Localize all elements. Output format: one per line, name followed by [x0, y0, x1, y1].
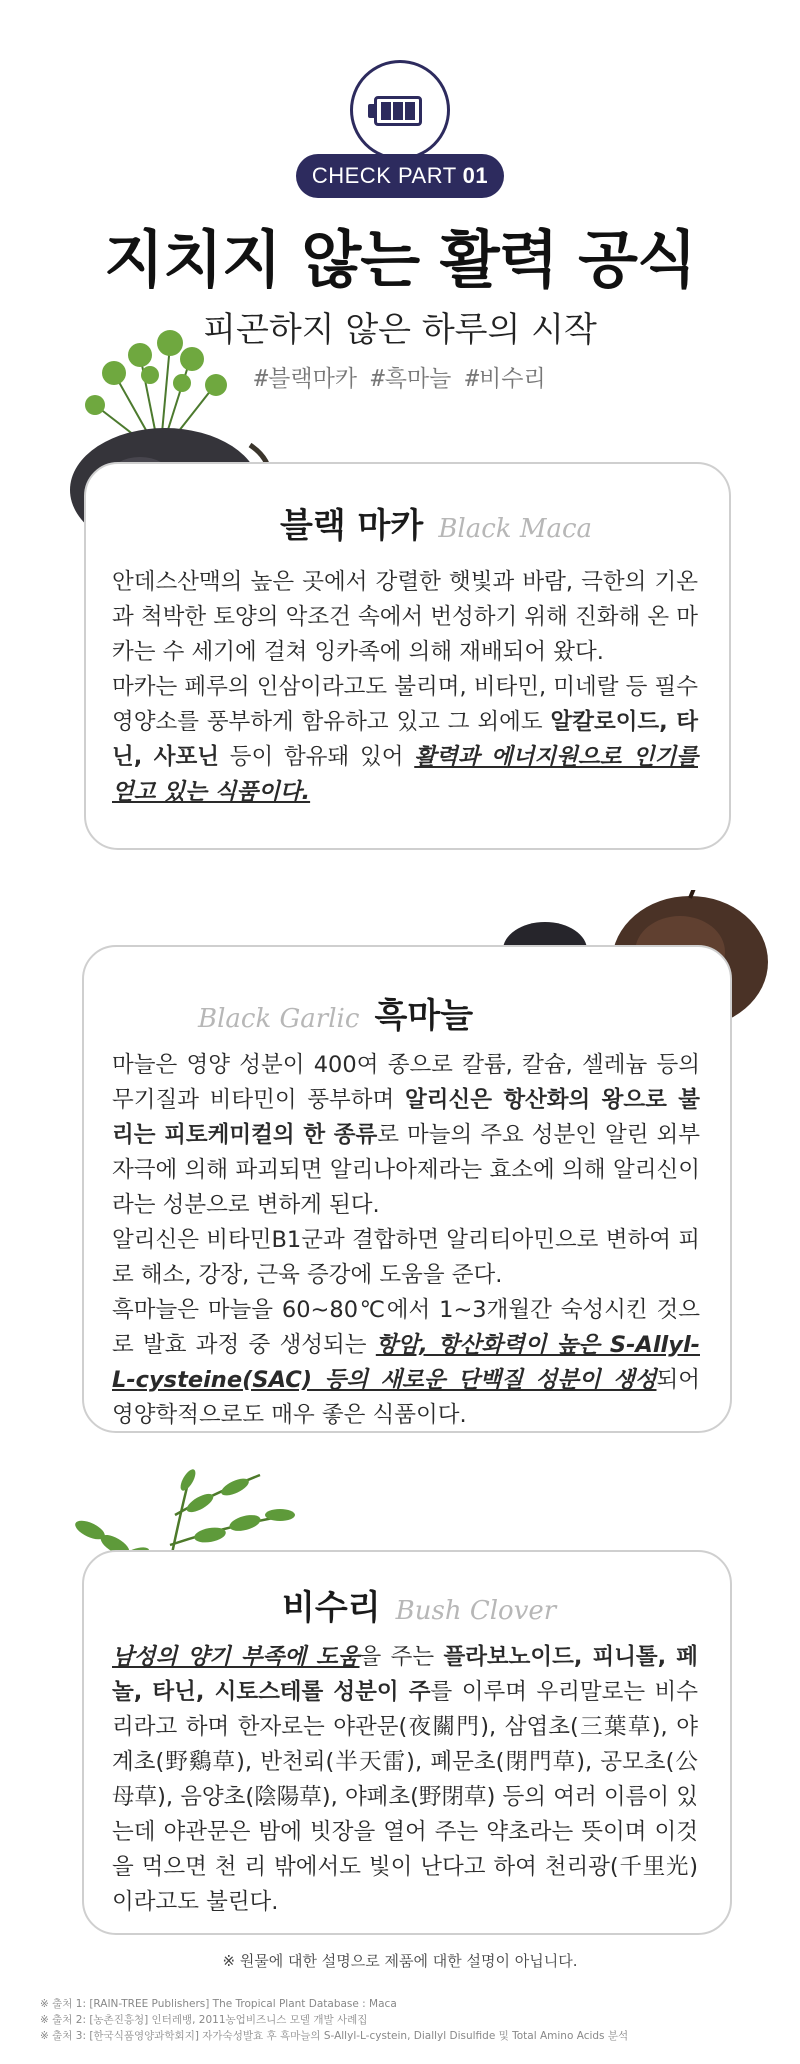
check-part-badge — [296, 154, 504, 198]
bushclover-text: 를 이루며 우리말로는 비수리라고 하며 한자로는 야관문(夜關門), 삼엽초(三葉草), 야계초(野鷄草), 반천뢰(半天雷), 폐문초(閉門草), 공모초(公母草), 음양초(陰陽草), 야폐초(野閉草) 등의 여러 이름이 있는데 야관문은 밤에 빗장을 열어 주는 약초라는 뜻이며 이것을 먹으면 천 리 밖에서도 빛이 난다고 하여 천리광(千里光)이라고도 불린다. — [112, 1679, 699, 1915]
garlic-text: 마늘은 영양 성분이 400여 종으로 칼륨, 칼슘, 셀레늄 등의 무기질과 비타민이 풍부하며 — [112, 1052, 700, 1113]
bushclover-body — [112, 1640, 698, 1920]
garlic-paragraph-1 — [112, 1048, 700, 1223]
bushclover-bold-text: 플라보노이드, 피니톨, 페놀, 타닌, 시토스테롤 성분이 주 — [112, 1644, 698, 1705]
garlic-title-kr: 흑마늘 — [374, 996, 474, 1036]
check-part-label: CHECK PART — [311, 163, 457, 188]
bushclover-title-en: Bush Clover — [395, 1596, 557, 1626]
garlic-underlined-text: 항암, 항산화력이 높은 S-Allyl-L-cysteine(SAC) 등의 새로운 단백질 성분이 생성 — [112, 1332, 700, 1393]
maca-heading — [280, 498, 592, 547]
garlic-paragraph-3 — [112, 1293, 700, 1433]
garlic-text: 되어 영양학적으로도 매우 좋은 식품이다. — [112, 1367, 700, 1428]
battery-icon — [374, 96, 422, 126]
bushclover-heading — [282, 1580, 556, 1629]
garlic-text: 로 마늘의 주요 성분인 알린 외부 자극에 의해 파괴되면 알리나아제라는 효소에 의해 알리신이라는 성분으로 변하게 된다. — [112, 1122, 700, 1218]
disclaimer-note: ※ 원물에 대한 설명으로 제품에 대한 설명이 아닙니다. — [222, 1952, 578, 1970]
reference-1: ※ 출처 1: [RAIN-TREE Publishers] The Tropical Plant Database : Maca — [40, 1998, 397, 2010]
references — [40, 1996, 628, 2044]
garlic-body — [112, 1048, 700, 1433]
maca-title-en: Black Maca — [438, 514, 593, 544]
page-subtitle: 피곤하지 않은 하루의 시작 — [203, 310, 597, 350]
bushclover-title-kr: 비수리 — [282, 1588, 381, 1628]
maca-text: 등이 함유돼 있어 — [218, 744, 415, 770]
garlic-bold-text: 알리신은 항산화의 왕으로 불리는 피토케미컬의 한 종류 — [112, 1087, 700, 1148]
battery-cell — [405, 102, 415, 120]
bushclover-text: 을 주는 — [359, 1644, 444, 1670]
bushclover-underlined-text: 남성의 양기 부족에 도움 — [112, 1644, 360, 1670]
garlic-title-en: Black Garlic — [198, 1004, 360, 1034]
bushclover-paragraph-1 — [112, 1640, 698, 1920]
garlic-heading — [198, 988, 473, 1037]
maca-title-kr: 블랙 마카 — [280, 506, 424, 546]
page-title: 지치지 않는 활력 공식 — [104, 223, 696, 296]
reference-2: ※ 출처 2: [농촌진흥청] 인터레뱅, 2011농업비즈니스 모델 개발 사례집 — [40, 2014, 368, 2026]
maca-bold-text: 알칼로이드, 타닌, 사포닌 — [112, 709, 698, 770]
garlic-text: 흑마늘은 마늘을 60~80℃에서 1~3개월간 숙성시킨 것으로 발효 과정 중 생성되는 — [112, 1297, 700, 1358]
maca-body — [112, 565, 698, 810]
check-part-number: 01 — [462, 163, 489, 188]
maca-paragraph-1: 안데스산맥의 높은 곳에서 강렬한 햇빛과 바람, 극한의 기온과 척박한 토양의 악조건 속에서 번성하기 위해 진화해 온 마카는 수 세기에 걸쳐 잉카족에 의해 재배되어 왔다. — [112, 569, 699, 665]
reference-3: ※ 출처 3: [한국식품영양과학회지] 자가숙성발효 후 흑마늘의 S-Allyl-L-cystein, Diallyl Disulfide 및 Total Amino Acids 분석 — [40, 2030, 629, 2042]
maca-text: 마카는 페루의 인삼이라고도 불리며, 비타민, 미네랄 등 필수 영양소를 풍부하게 함유하고 있고 그 외에도 — [112, 674, 699, 735]
maca-paragraph-2 — [112, 670, 698, 810]
maca-underlined-text: 활력과 에너지원으로 인기를 얻고 있는 식품이다. — [112, 744, 698, 805]
battery-cell — [393, 102, 403, 120]
garlic-paragraph-2: 알리신은 비타민B1군과 결합하면 알리티아민으로 변하여 피로 해소, 강장, 근육 증강에 도움을 준다. — [112, 1227, 700, 1288]
battery-cell — [381, 102, 391, 120]
hashtags: #블랙마카 #흑마늘 #비수리 — [254, 366, 546, 392]
